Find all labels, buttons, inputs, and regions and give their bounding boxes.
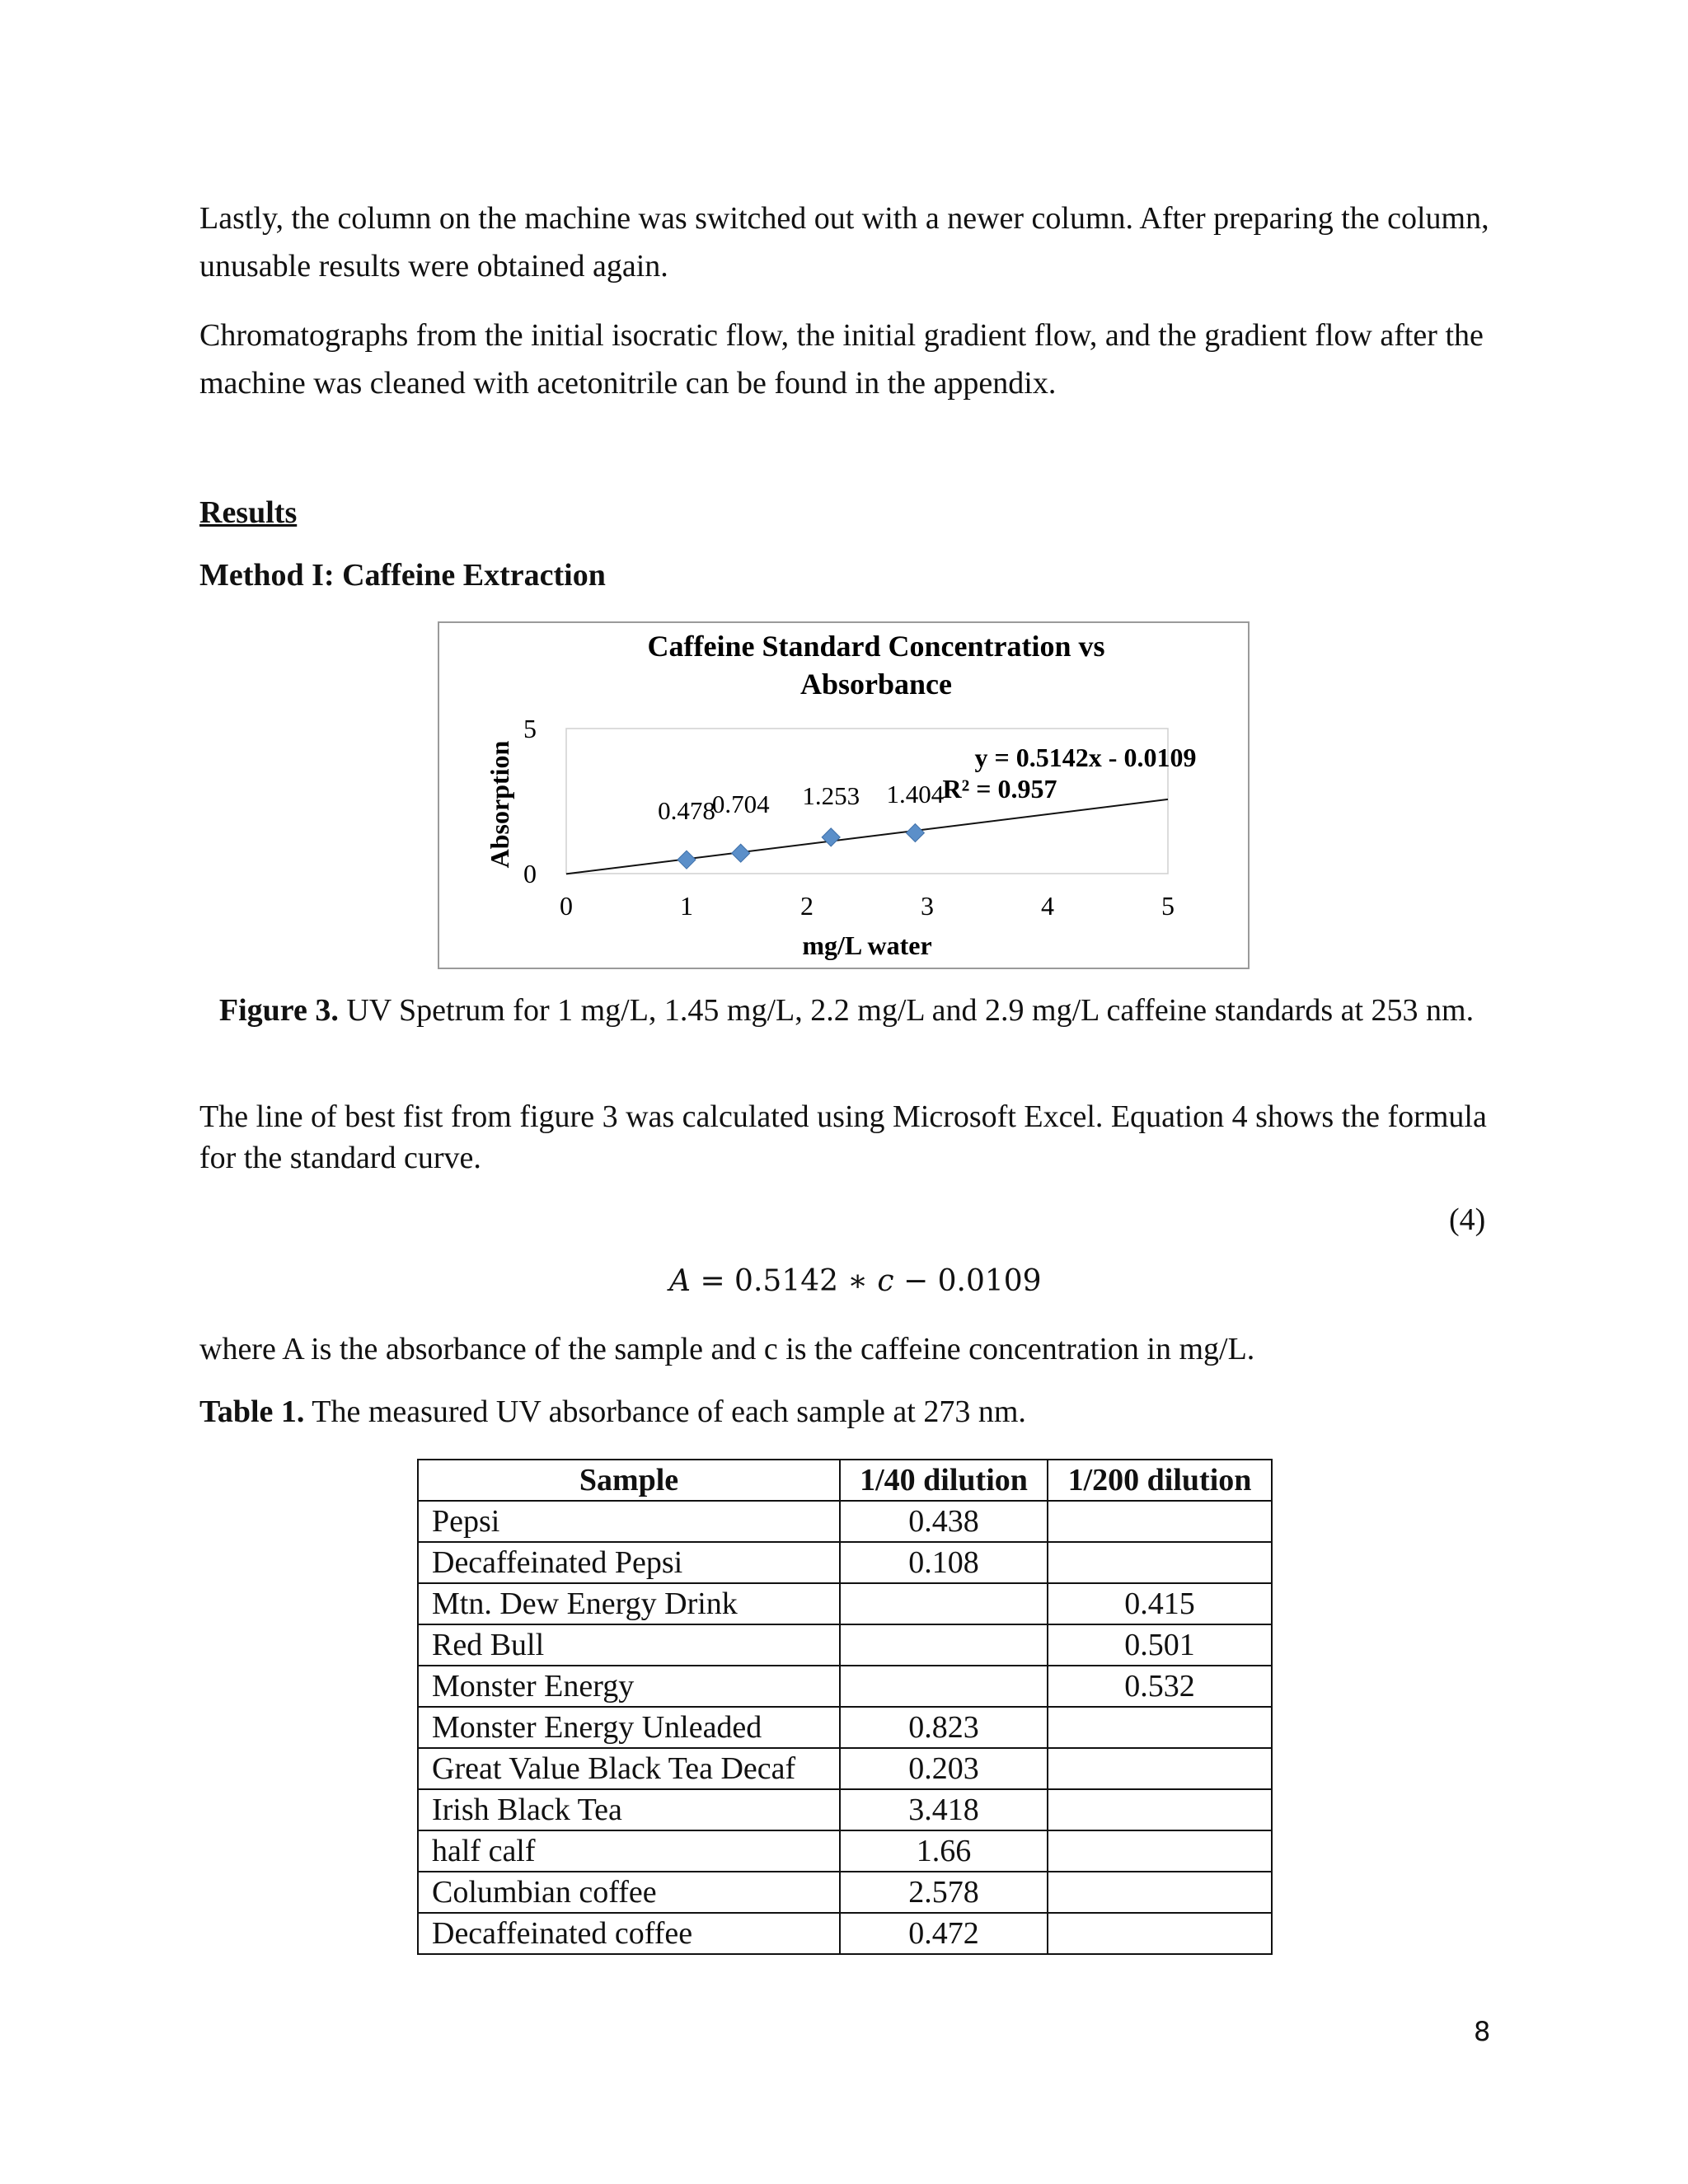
- dilution-200-value: [1048, 1789, 1272, 1830]
- sample-name: Mtn. Dew Energy Drink: [418, 1583, 840, 1624]
- results-heading: Results: [199, 495, 298, 530]
- table-row: [418, 1542, 1272, 1583]
- figure-caption: [199, 991, 1493, 1030]
- header-dilution-40: 1/40 dilution: [840, 1460, 1048, 1501]
- dilution-40-value: 0.108: [840, 1542, 1048, 1583]
- r-squared-label: R² = 0.957: [942, 774, 1057, 804]
- y-tick-label: 0: [523, 859, 537, 888]
- intro-paragraph-2: Chromatographs from the initial isocratic flow, the initial gradient flow, and the gradient flow after the machine was cleaned with acetonitrile can be found in the appendix.: [199, 318, 1484, 401]
- dilution-200-value: [1048, 1707, 1272, 1748]
- best-fit-paragraph: The line of best fist from figure 3 was calculated using Microsoft Excel. Equation 4 shows the formula for the standard curve.: [199, 1099, 1487, 1175]
- dilution-40-value: [840, 1624, 1048, 1666]
- data-label: 0.704: [711, 790, 770, 818]
- sample-name: Decaffeinated Pepsi: [418, 1542, 840, 1583]
- dilution-200-value: [1048, 1748, 1272, 1789]
- table-row: [418, 1913, 1272, 1954]
- dilution-200-value: [1048, 1501, 1272, 1542]
- table-row: [418, 1830, 1272, 1872]
- table-row: [418, 1624, 1272, 1666]
- absorbance-table: [417, 1459, 1273, 1955]
- chart-title-line-1: Caffeine Standard Concentration vs: [647, 630, 1105, 663]
- dilution-40-value: 0.472: [840, 1913, 1048, 1954]
- x-tick-label: 4: [1041, 891, 1054, 921]
- chart-title-line-2: Absorbance: [799, 668, 953, 701]
- table-row: [418, 1748, 1272, 1789]
- figure-caption-text: UV Spetrum for 1 mg/L, 1.45 mg/L, 2.2 mg/L and 2.9 mg/L caffeine standards at 253 nm.: [346, 993, 1475, 1028]
- data-label: 1.404: [886, 780, 945, 808]
- equation-var: c: [877, 1264, 894, 1298]
- method-heading: Method I: Caffeine Extraction: [199, 558, 606, 593]
- x-tick-label: 1: [680, 891, 693, 921]
- equation-eq: = 0.5142 ∗: [700, 1264, 878, 1298]
- table-row: [418, 1707, 1272, 1748]
- dilution-40-value: [840, 1583, 1048, 1624]
- dilution-200-value: 0.501: [1048, 1624, 1272, 1666]
- table-header-row: [418, 1460, 1272, 1501]
- table-caption: [199, 1388, 1026, 1436]
- x-axis-title: mg/L water: [802, 930, 932, 960]
- dilution-40-value: 0.823: [840, 1707, 1048, 1748]
- y-tick-label: 5: [523, 714, 537, 743]
- dilution-200-value: 0.415: [1048, 1583, 1272, 1624]
- sample-name: Monster Energy: [418, 1666, 840, 1707]
- sample-name: Great Value Black Tea Decaf: [418, 1748, 840, 1789]
- table-row: [418, 1583, 1272, 1624]
- header-sample: Sample: [418, 1460, 840, 1501]
- table-caption-text: The measured UV absorbance of each sample at 273 nm.: [312, 1394, 1026, 1429]
- dilution-40-value: 2.578: [840, 1872, 1048, 1913]
- dilution-200-value: [1048, 1913, 1272, 1954]
- sample-name: Irish Black Tea: [418, 1789, 840, 1830]
- x-tick-label: 5: [1161, 891, 1175, 921]
- standard-curve-equation: [669, 1264, 1042, 1298]
- dilution-40-value: 3.418: [840, 1789, 1048, 1830]
- dilution-40-value: 0.438: [840, 1501, 1048, 1542]
- x-tick-label: 3: [921, 891, 934, 921]
- sample-name: Decaffeinated coffee: [418, 1913, 840, 1954]
- table-row: [418, 1789, 1272, 1830]
- x-tick-label: 2: [800, 891, 814, 921]
- equation-rest: − 0.0109: [893, 1264, 1042, 1298]
- table-row: [418, 1501, 1272, 1542]
- dilution-40-value: 0.203: [840, 1748, 1048, 1789]
- sample-name: Columbian coffee: [418, 1872, 840, 1913]
- table-row: [418, 1666, 1272, 1707]
- table-caption-label: Table 1.: [199, 1394, 305, 1429]
- dilution-40-value: [840, 1666, 1048, 1707]
- dilution-200-value: 0.532: [1048, 1666, 1272, 1707]
- dilution-200-value: [1048, 1872, 1272, 1913]
- dilution-200-value: [1048, 1830, 1272, 1872]
- sample-name: Red Bull: [418, 1624, 840, 1666]
- equation-number: (4): [1449, 1202, 1486, 1237]
- equation-explanation: where A is the absorbance of the sample and c is the caffeine concentration in mg/L.: [199, 1332, 1255, 1366]
- header-dilution-200: 1/200 dilution: [1048, 1460, 1272, 1501]
- data-label: 0.478: [658, 796, 715, 825]
- trendline-equation-label: y = 0.5142x - 0.0109: [974, 743, 1197, 772]
- dilution-40-value: 1.66: [840, 1830, 1048, 1872]
- caffeine-standard-chart: [438, 621, 1250, 969]
- intro-paragraph-1: Lastly, the column on the machine was switched out with a newer column. After preparing the column, unusable results were obtained again.: [199, 201, 1489, 284]
- dilution-200-value: [1048, 1542, 1272, 1583]
- figure-caption-label: Figure 3.: [218, 993, 339, 1028]
- table-row: [418, 1872, 1272, 1913]
- sample-name: half calf: [418, 1830, 840, 1872]
- x-tick-label: 0: [560, 891, 573, 921]
- sample-name: Monster Energy Unleaded: [418, 1707, 840, 1748]
- sample-name: Pepsi: [418, 1501, 840, 1542]
- data-label: 1.253: [802, 781, 860, 810]
- y-axis-title: Absorption: [485, 740, 514, 869]
- equation-lhs: A: [669, 1264, 691, 1298]
- page-number: 8: [1474, 2016, 1491, 2047]
